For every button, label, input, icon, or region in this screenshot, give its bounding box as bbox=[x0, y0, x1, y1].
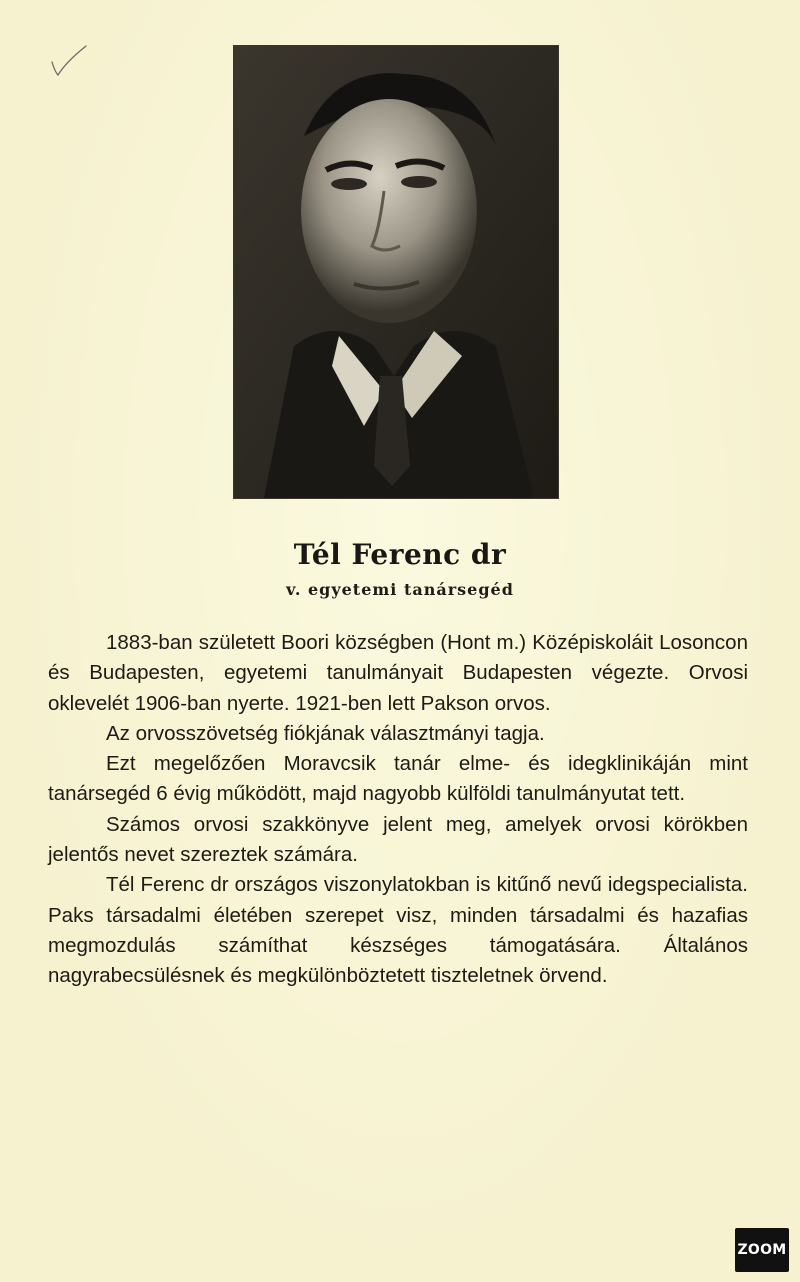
portrait-photo bbox=[234, 46, 558, 498]
biography-paragraph: Az orvosszövetség fiókjának választmányi tagja. bbox=[106, 721, 545, 745]
biography-paragraph: 1883-ban született Boori községben (Hont m.) Középiskoláit Losoncon és Budapesten, egyetemi tanulmányait Budapesten végezte. Orvosi oklevelét 1906-ban nyerte. 1921-ben lett Pakson orvos. bbox=[48, 631, 748, 715]
person-role-subtitle: v. egyetemi tanársegéd bbox=[286, 580, 514, 599]
zoom-logo-badge[interactable]: ZOOM bbox=[735, 1228, 789, 1272]
person-name-heading: Tél Ferenc dr bbox=[293, 538, 507, 571]
biography-paragraph: Tél Ferenc dr országos viszonylatokban is kitűnő nevű idegspecialista. Paks társadalmi életében szerepet visz, minden társadalmi és hazafias megmozdulás számíthat készséges támogatására. Általános nagyrabecsülésnek és megkülönböztetett tiszteletnek örvend. bbox=[48, 873, 748, 988]
pencil-check-mark bbox=[46, 44, 96, 84]
biography-paragraph: Ezt megelőzően Moravcsik tanár elme- és idegklinikáján mint tanársegéd 6 évig működött, majd nagyobb külföldi tanulmányutat tett. bbox=[48, 752, 748, 806]
biography-text bbox=[48, 628, 748, 992]
biography-paragraph: Számos orvosi szakkönyve jelent meg, amelyek orvosi körökben jelentős nevet szereztek számára. bbox=[48, 812, 748, 867]
